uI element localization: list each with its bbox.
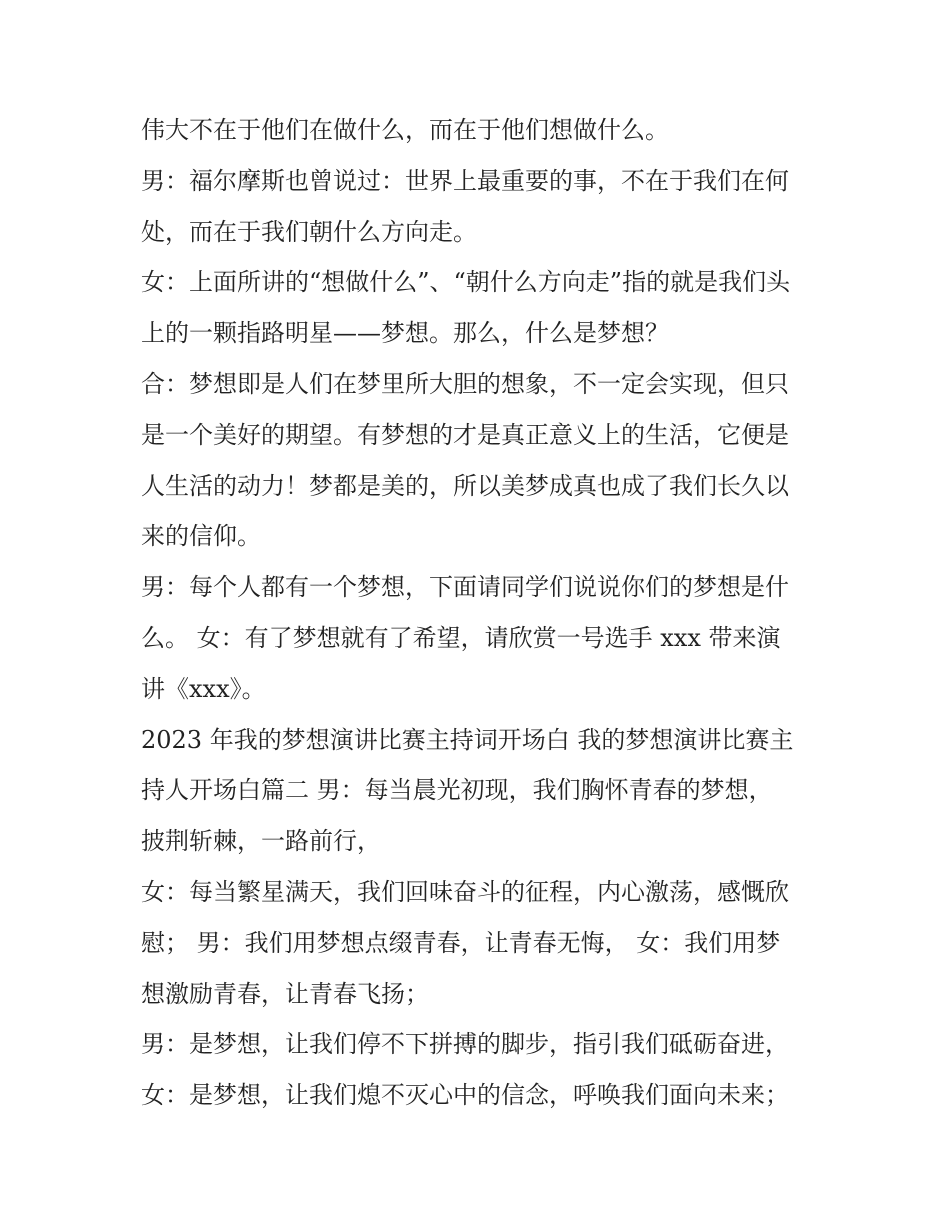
text-line: 持人开场白篇二 男：每当晨光初现，我们胸怀青春的梦想，: [141, 776, 773, 805]
text-line: 处，而在于我们朝什么方向走。: [141, 217, 477, 246]
text-line: 慰； 男：我们用梦想点缀青春，让青春无悔， 女：我们用梦: [141, 928, 781, 957]
text-line: 男：每个人都有一个梦想，下面请同学们说说你们的梦想是什: [141, 573, 789, 602]
text-line: 2023 年我的梦想演讲比赛主持词开场白 我的梦想演讲比赛主: [141, 725, 794, 754]
text-line: 女：上面所讲的“想做什么”、“朝什么方向走”指的就是我们头: [141, 268, 791, 297]
text-line: 是一个美好的期望。有梦想的才是真正意义上的生活，它便是: [141, 420, 789, 449]
text-line: 女：是梦想，让我们熄不灭心中的信念，呼唤我们面向未来；: [141, 1081, 789, 1110]
text-line: 披荆斩棘，一路前行，: [141, 827, 381, 856]
text-line: 人生活的动力！梦都是美的，所以美梦成真也成了我们长久以: [141, 471, 789, 500]
text-line: 伟大不在于他们在做什么，而在于他们想做什么。: [141, 116, 669, 144]
text-line: 想激励青春，让青春飞扬；: [141, 979, 429, 1008]
document-body: [141, 105, 821, 1121]
text-line: 男：是梦想，让我们停不下拼搏的脚步，指引我们砥砺奋进，: [141, 1030, 789, 1059]
text-line: 么。 女：有了梦想就有了希望，请欣赏一号选手 xxx 带来演: [141, 623, 781, 652]
text-line: 上的一颗指路明星——梦想。那么，什么是梦想？: [141, 319, 669, 348]
text-line: 男：福尔摩斯也曾说过：世界上最重要的事，不在于我们在何: [141, 166, 789, 195]
text-line: 女：每当繁星满天，我们回味奋斗的征程，内心激荡，感慨欣: [141, 877, 789, 906]
text-line: 来的信仰。: [141, 522, 261, 551]
text-line: 合：梦想即是人们在梦里所大胆的想象，不一定会实现，但只: [141, 369, 789, 398]
text-line: 讲《xxx》。: [141, 674, 266, 703]
